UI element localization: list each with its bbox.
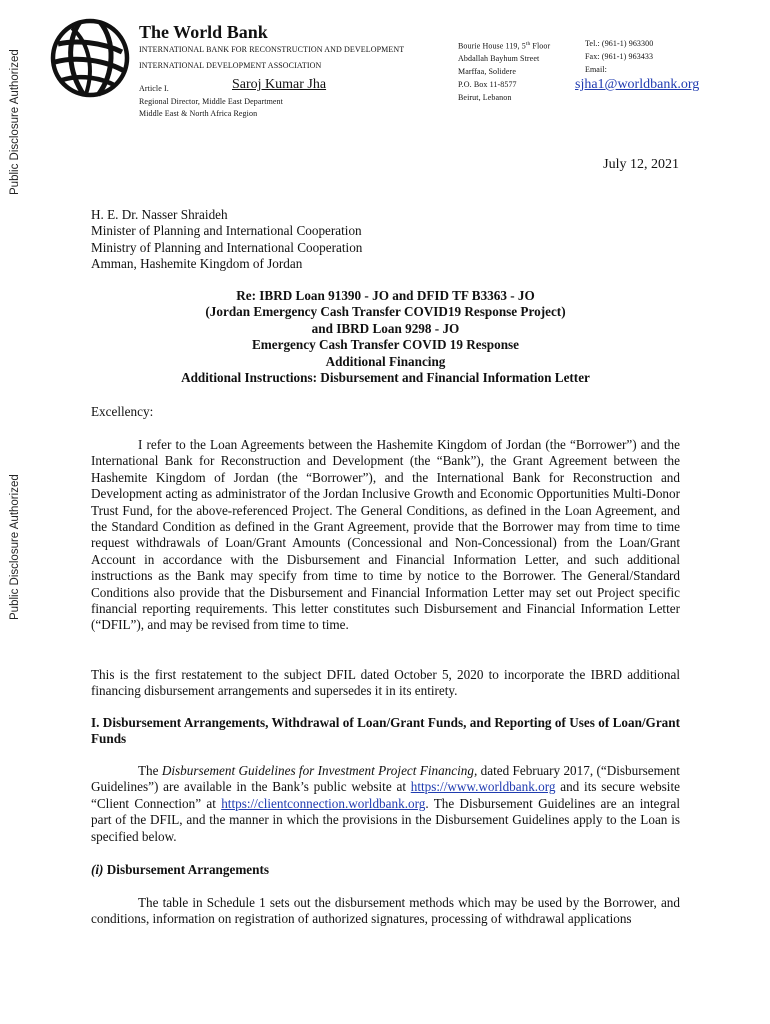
- telephone: Tel.: (961-1) 963300: [585, 39, 654, 48]
- paragraph-guidelines: The Disbursement Guidelines for Investment Project Financing, dated February 2017, (“Disbursement Guidelines”) are available in the Bank’s public website at https://www.worldbank.org and its secure website “Client Connection” at https://clientconnection.worldbank.org. The Disbursement Guidelines are an integral part of the DFIL, and the manner in which the provisions in the Disbursement Guidelines apply to the Loan is specified below.: [91, 763, 680, 844]
- email-label: Email:: [585, 64, 607, 74]
- organization-name: The World Bank: [139, 22, 268, 42]
- signatory-position: Regional Director, Middle East Department: [139, 97, 283, 106]
- article-label: Article I.: [139, 84, 169, 93]
- salutation: Excellency:: [91, 404, 154, 419]
- contact-info: [585, 38, 653, 76]
- paragraph-schedule: The table in Schedule 1 sets out the disbursement methods which may be used by the Borrower, and conditions, information on registration of authorized signatures, processing of withdrawal applications: [91, 895, 680, 927]
- office-address: Bourie House 119, 5th Floor Abdallah Bayhum Street Marffaa, Solidere P.O. Box 11-8577 Beirut, Lebanon: [458, 41, 551, 102]
- signatory-region: Middle East & North Africa Region: [139, 109, 258, 118]
- signatory-name: Saroj Kumar Jha: [232, 77, 327, 92]
- world-bank-globe-logo: [50, 18, 130, 98]
- client-connection-link[interactable]: https://clientconnection.worldbank.org: [221, 795, 426, 811]
- paragraph-loan-agreements: I refer to the Loan Agreements between the Hashemite Kingdom of Jordan (the “Borrower”) and the International Bank for Reconstruction and Development (the “Bank”), the Grant Agreement between the Hashemite Kingdom of Jordan (the “Borrower”), and the International Bank for Reconstruction and Development acting as administrator of the Jordan Inclusive Growth and Economic Opportunities Multi-Donor Trust Fund, for the above-referenced Project. The General Conditions, as defined in the Loan Agreement, and the Standard Condition as defined in the Grant Agreement, provide that the Borrower may from time to time request withdrawals of Loan/Grant Amounts (Concessional and Non-Concessional) from the Loan/Grant Account in accordance with the Disbursement and Financial Information Letter, and such additional instructions as the Bank may specify from time to time by notice to the Borrower. The General/Standard Conditions also provide that the Disbursement and Financial Information Letter may set out Project specific financial reporting requirements. This letter constitutes such Disbursement and Financial Information Letter (“DFIL”), and may be revised from time to time.: [91, 437, 680, 633]
- letter-date: July 12, 2021: [603, 157, 679, 172]
- section-heading-disbursement: I. Disbursement Arrangements, Withdrawal of Loan/Grant Funds, and Reporting of Uses of Loan/Grant Funds: [91, 715, 680, 747]
- fax: Fax: (961-1) 963433: [585, 51, 654, 61]
- email-link[interactable]: sjha1@worldbank.org: [575, 77, 700, 92]
- subsection-heading-arrangements: (i) Disbursement Arrangements: [91, 862, 270, 877]
- ida-name: INTERNATIONAL DEVELOPMENT ASSOCIATION: [139, 61, 322, 70]
- disclosure-stamp-top: Public Disclosure Authorized: [9, 49, 21, 195]
- recipient-address: H. E. Dr. Nasser Shraideh Minister of Planning and International Cooperation Ministry of Planning and International Cooperation Amman, Hashemite Kingdom of Jordan: [91, 207, 363, 272]
- ibrd-name: INTERNATIONAL BANK FOR RECONSTRUCTION AND DEVELOPMENT: [139, 45, 405, 54]
- subject-block: Re: IBRD Loan 91390 - JO and DFID TF B3363 - JO (Jordan Emergency Cash Transfer COVID19 Response Project) and IBRD Loan 9298 - JO Emergency Cash Transfer COVID 19 Response Additional Financing Additional Instructions: Disbursement and Financial Information Letter: [181, 288, 590, 386]
- worldbank-website-link[interactable]: https://www.worldbank.org: [410, 779, 556, 795]
- disclosure-stamp-middle: Public Disclosure Authorized: [9, 474, 21, 620]
- paragraph-restatement: This is the first restatement to the subject DFIL dated October 5, 2020 to incorporate the IBRD additional financing disbursement arrangements and supersedes it in its entirety.: [91, 667, 680, 699]
